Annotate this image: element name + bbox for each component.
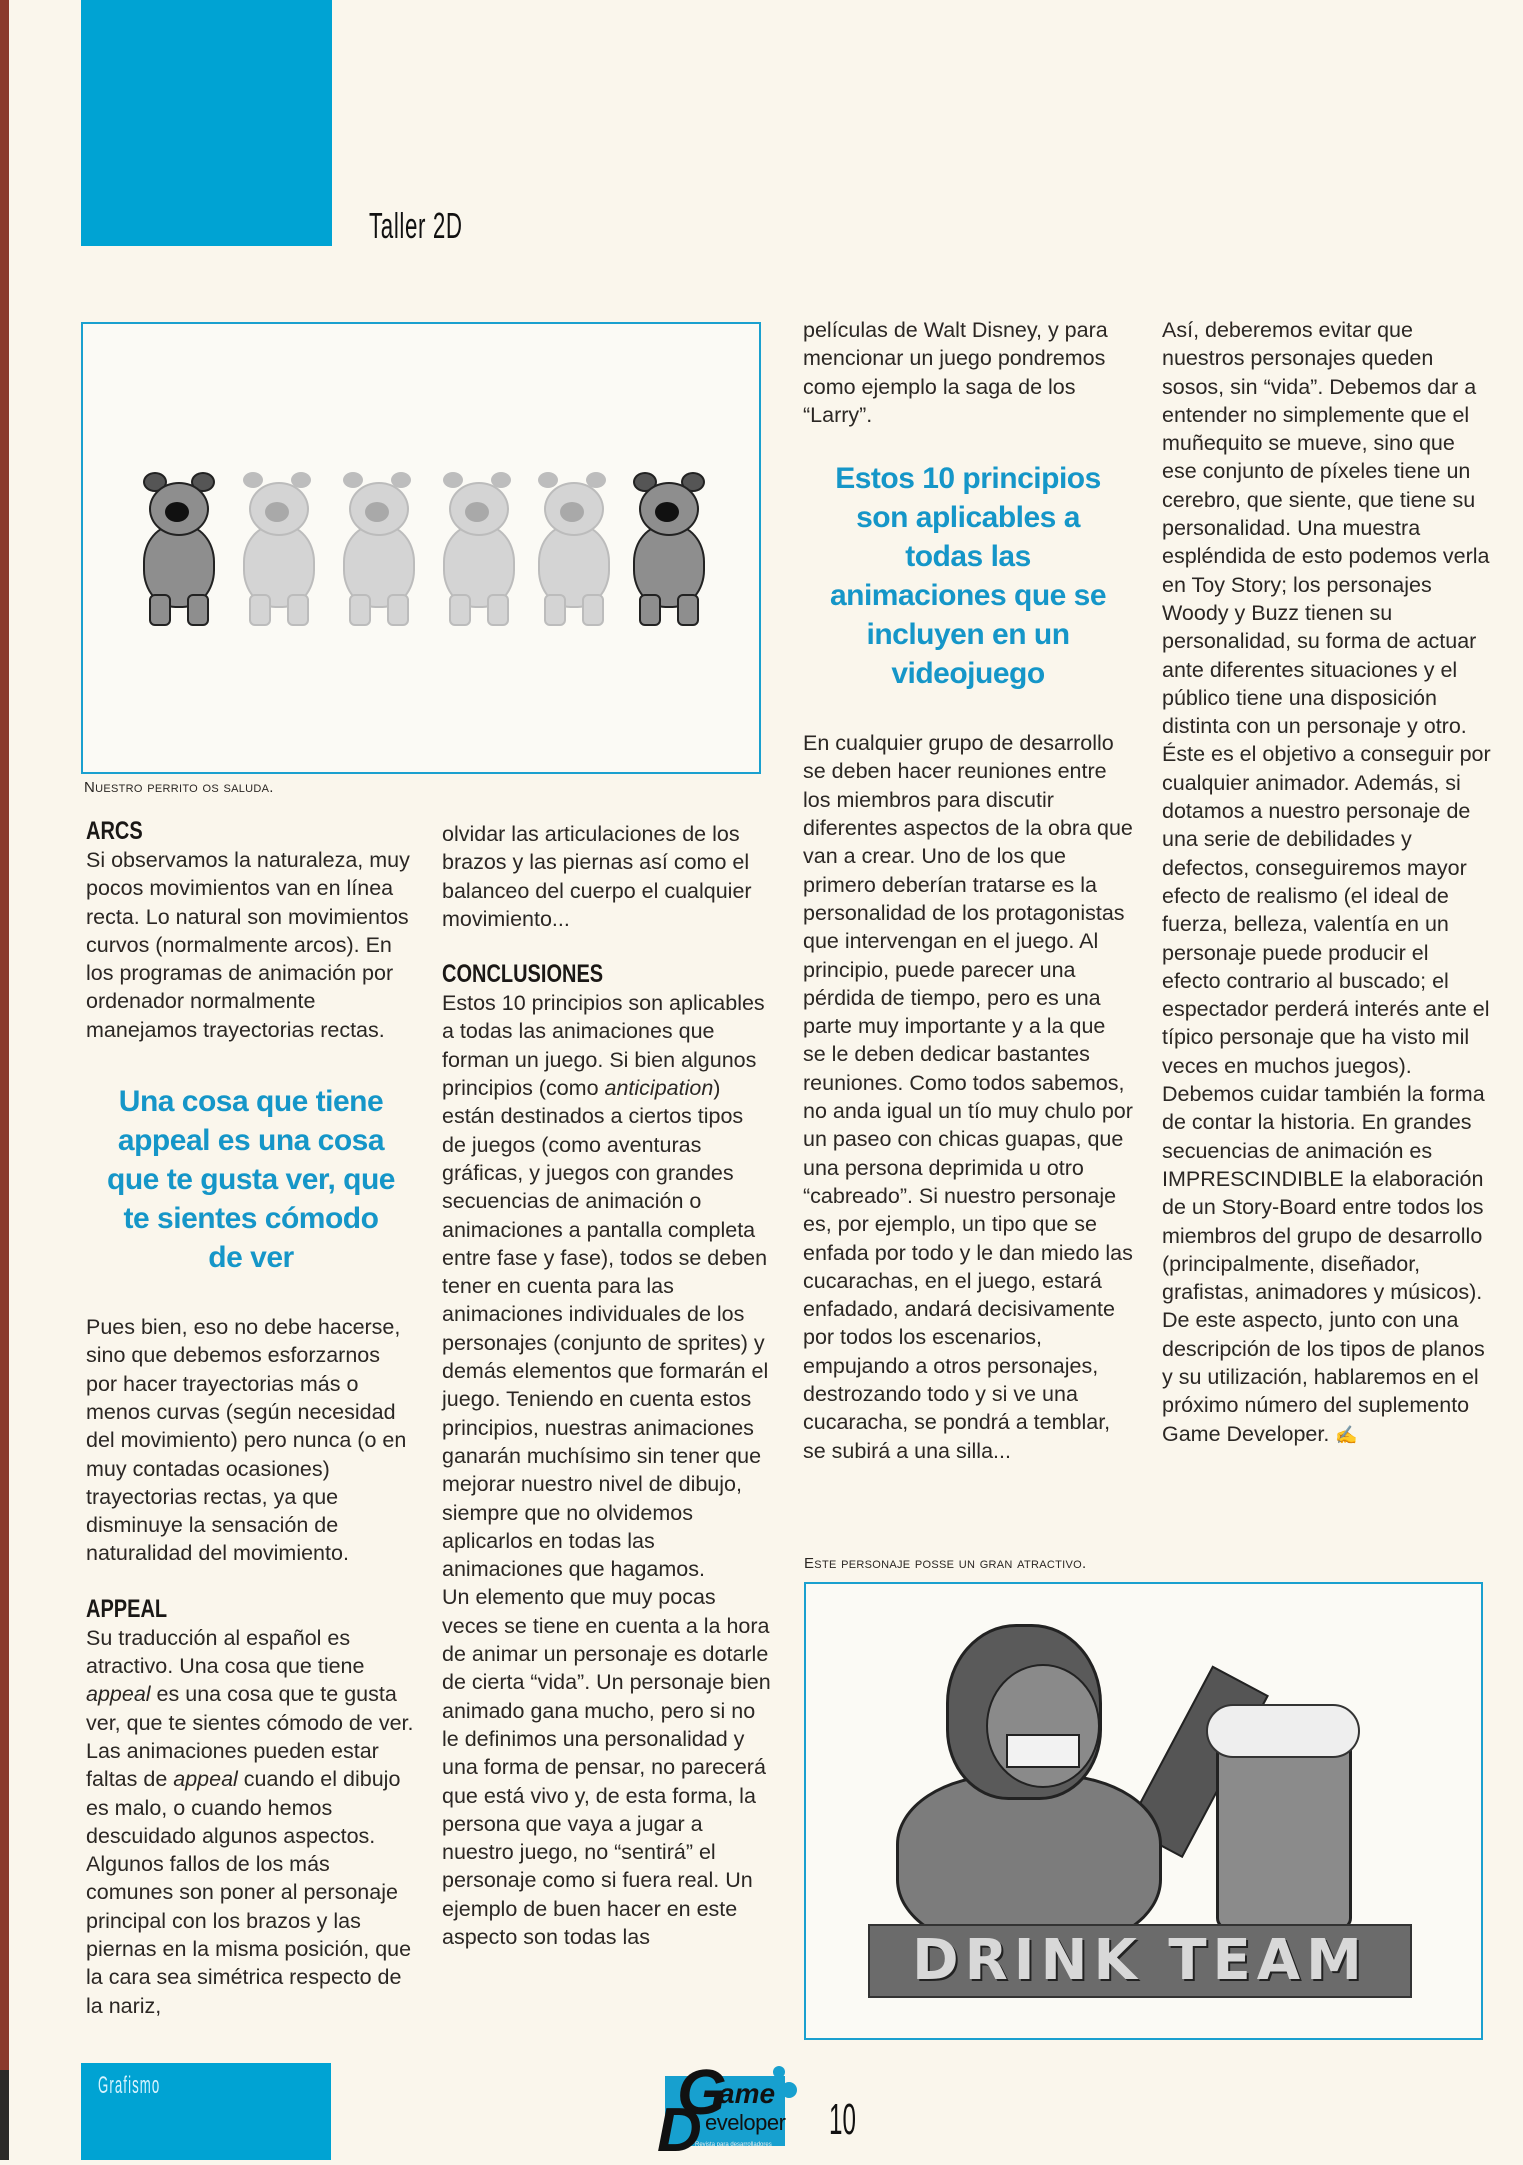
paragraph-continuation: películas de Walt Disney, y para mencionar un juego pondremos como ejemplo la saga de los “Larry”. bbox=[803, 318, 1108, 427]
figure-caption-dogs: Nuestro perrito os saluda. bbox=[84, 779, 274, 796]
game-developer-logo: G ame D eveloper Revista para desarrolladores bbox=[655, 2060, 815, 2160]
column-4 bbox=[1162, 316, 1492, 1449]
heading-conclusiones: CONCLUSIONES bbox=[442, 960, 604, 989]
figure-dogs bbox=[81, 322, 761, 774]
section-title: Taller 2D bbox=[369, 205, 463, 246]
end-of-article-icon: ✍ bbox=[1335, 1424, 1358, 1445]
dog-frame bbox=[133, 464, 221, 624]
page-spine bbox=[0, 0, 9, 2160]
dog-animation-sequence bbox=[133, 464, 713, 634]
figure-caption-drink-team: Este personaje posse un gran atractivo. bbox=[804, 1555, 1087, 1572]
dog-frame bbox=[528, 464, 616, 624]
heading-arcs: ARCS bbox=[86, 817, 143, 845]
drink-team-banner: DRINK TEAM bbox=[868, 1924, 1412, 1998]
column-1 bbox=[86, 816, 416, 2020]
page-spine-bottom bbox=[0, 2070, 9, 2160]
pullquote-appeal: Una cosa que tiene appeal es una cosa que te gusta ver, que te sientes cómodo de ver bbox=[107, 1085, 395, 1275]
column-3 bbox=[803, 316, 1133, 1465]
paragraph-conclusiones: Estos 10 principios son aplicables a todas las animaciones que forman un juego. Si bien algunos principios (como anticipation) están destinados a ciertos tipos de juegos (como aventuras gráficas, y juegos con grandes secuencias de animación o animaciones a pantalla completa entre fase y fase), todos se deben tener en cuenta para las animaciones individuales de los personajes (conjunto de sprites) y demás elementos que formarán el juego. Teniendo en cuenta estos principios, nuestras animaciones ganarán muchísimo sin tener que mejorar nuestro nivel de dibujo, siempre que no olvidemos aplicarlos en todas las animaciones que hagamos. bbox=[442, 991, 769, 1582]
paragraph-continuation: olvidar las articulaciones de los brazos y las piernas así como el balanceo del cuerpo el cualquier movimiento... bbox=[442, 822, 752, 931]
beer-foam bbox=[1206, 1704, 1360, 1758]
pullquote-principios: Estos 10 principios son aplicables a todas las animaciones que se incluyen en un videojuego bbox=[829, 462, 1107, 691]
paragraph-personalidad: Así, deberemos evitar que nuestros personajes queden sosos, sin “vida”. Debemos dar a entender no simplemente que el muñequito se mueve, sino que ese conjunto de píxeles tiene un cerebro, que siente, que tiene su personalidad. Una muestra espléndida de esto podemos verla en Toy Story; los personajes Woody y Buzz tienen su personalidad, su forma de actuar ante diferentes situaciones y el público tiene una disposición distinta con un personaje y otro. Éste es el objetivo a conseguir por cualquier animador. Además, si dotamos a nuestro personaje de una serie de debilidades y defectos, conseguiremos mayor efecto de realismo (el ideal de fuerza, belleza, valentía en un personaje puede producir el efecto contrario al buscado; el espectador perderá interés ante el típico personaje que ha visto mil veces en muchos juegos). Debemos cuidar también la forma de contar la historia. En grandes secuencias de animación es IMPRESCINDIBLE la elaboración de un Story-Board entre todos los miembros del grupo de desarrollo (principalmente, diseñador, grafistas, animadores y músicos). De este aspecto, junto con una descripción de los tipos de planos y su utilización, hablaremos en el próximo número del suplemento Game Developer. ✍ bbox=[1162, 318, 1491, 1446]
page-number: 10 bbox=[829, 2095, 856, 2144]
dog-frame bbox=[433, 464, 521, 624]
dog-frame bbox=[623, 464, 711, 624]
header-color-block bbox=[81, 0, 332, 246]
figure-drink-team bbox=[804, 1582, 1483, 2040]
footer-section-label: Grafismo bbox=[98, 2072, 161, 2099]
paragraph-arcs: Si observamos la naturaleza, muy pocos movimientos van en línea recta. Lo natural son movimientos curvos (normalmente arcos). En los programas de animación por ordenador normalmente manejamos trayectorias rectas. bbox=[86, 848, 410, 1042]
dog-frame bbox=[333, 464, 421, 624]
character-teeth bbox=[1006, 1734, 1080, 1768]
paragraph-vida: Un elemento que muy pocas veces se tiene en cuenta a la hora de animar un personaje es dotarle de cierta “vida”. Un personaje bien animado gana mucho, pero si no le definimos una personalidad y una forma de pensar, no parecerá que está vivo y, de esta forma, la persona que vaya a jugar a nuestro juego, no “sentirá” el personaje como si fuera real. Un ejemplo de buen hacer en este aspecto son todas las bbox=[442, 1585, 771, 1949]
dog-frame bbox=[233, 464, 321, 624]
paragraph-appeal: Su traducción al español es atractivo. Una cosa que tiene appeal es una cosa que te gusta ver, que te sientes cómodo de ver. Las animaciones pueden estar faltas de appeal cuando el dibujo es malo, o cuando hemos descuidado algunos aspectos. Algunos fallos de los más comunes son poner al personaje principal con los brazos y las piernas en la misma posición, que la cara sea simétrica respecto de la nariz, bbox=[86, 1625, 414, 2018]
drink-team-illustration bbox=[836, 1604, 1446, 2014]
column-2 bbox=[442, 820, 772, 1951]
heading-appeal: APPEAL bbox=[86, 1594, 168, 1623]
paragraph-arcs-2: Pues bien, eso no debe hacerse, sino que debemos esforzarnos por hacer trayectorias más o menos curvas (según necesidad del movimiento) pero nunca (o en muy contadas ocasiones) trayectorias rectas, ya que disminuye la sensación de naturalidad del movimiento. bbox=[86, 1315, 407, 1566]
character-face bbox=[986, 1664, 1100, 1788]
paragraph-reuniones: En cualquier grupo de desarrollo se deben hacer reuniones entre los miembros para discutir diferentes aspectos de la obra que van a crear. Uno de los que primero deberían tratarse es la personalidad de los protagonistas que intervengan en el juego. Al principio, puede parecer una pérdida de tiempo, pero es una parte muy importante y a la que se le deben dedicar bastantes reuniones. Como todos sabemos, no anda igual un tío muy chulo por un paseo con chicas guapas, que una persona deprimida u otro “cabreado”. Si nuestro personaje es, por ejemplo, un tipo que se enfada por todo y le dan miedo las cucarachas, en el juego, estará enfadado, andará decisivamente por todos los escenarios, empujando a otros personajes, destrozando todo y si ve una cucaracha, se pondrá a temblar, se subirá a una silla... bbox=[803, 731, 1133, 1463]
